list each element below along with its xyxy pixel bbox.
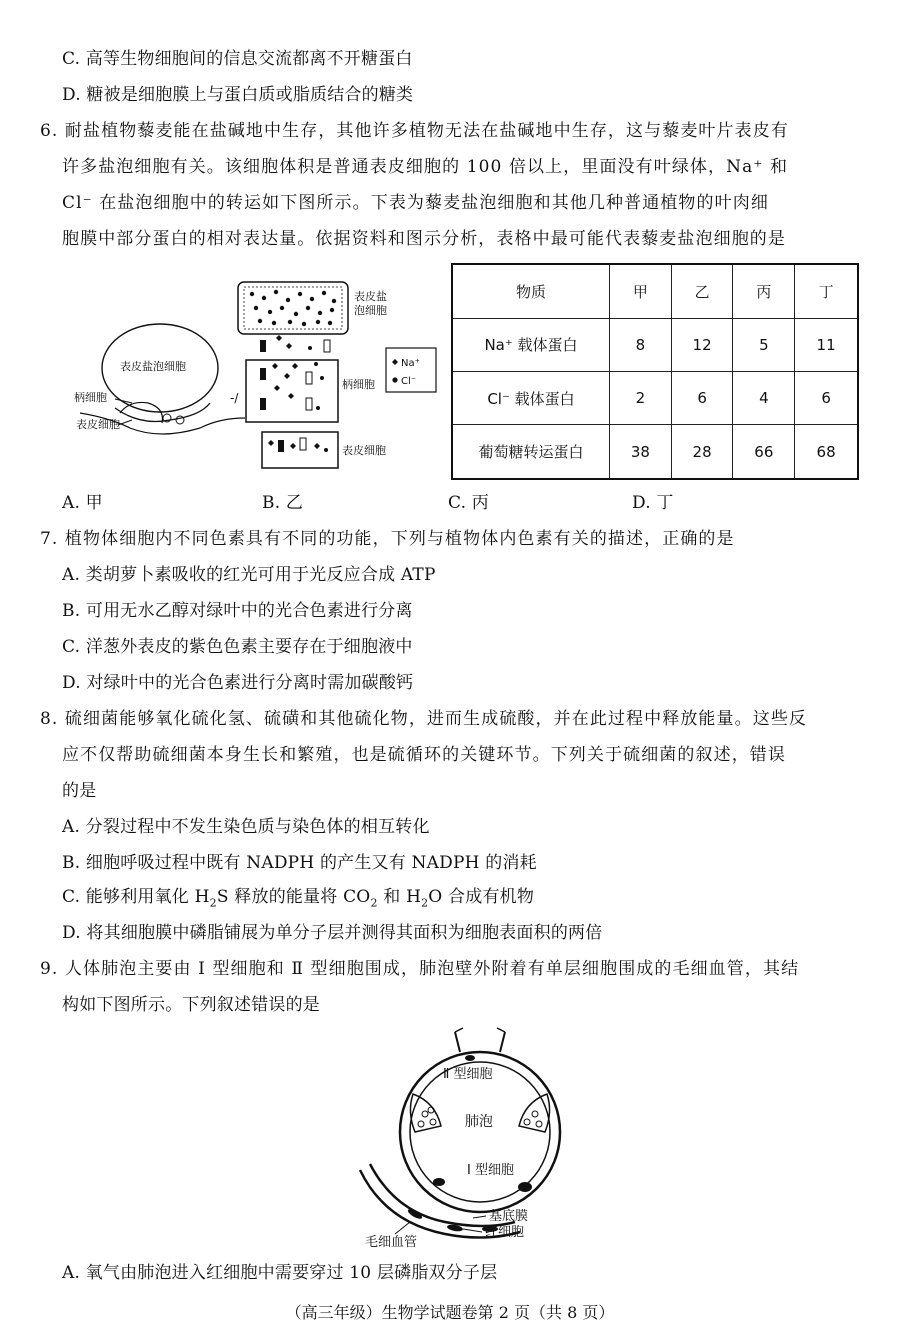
protein-expression-table: [451, 263, 859, 480]
table-row: [452, 425, 858, 479]
q6-option-d: D. 丁: [632, 493, 674, 513]
stalk-cell-box: [246, 360, 338, 422]
q8-option-c-part3: 和 H: [377, 887, 422, 907]
q8-option-b: B. 细胞呼吸过程中既有 NADPH 的产生又有 NADPH 的消耗: [62, 853, 537, 873]
q9-stem-line2: 构如下图所示。下列叙述错误的是: [62, 995, 320, 1015]
table-cell: 11: [795, 318, 858, 371]
q7-option-a: A. 类胡萝卜素吸收的红光可用于光反应合成 ATP: [62, 565, 436, 585]
table-header-cell: 物质: [452, 264, 610, 318]
subscript-2: 2: [209, 896, 217, 910]
label-bladder-right-2: 泡细胞: [354, 304, 387, 317]
table-cell: 6: [795, 371, 858, 424]
table-header-cell: 甲: [610, 264, 672, 318]
label-bladder-right-1: 表皮盐: [354, 290, 387, 303]
table-row: [452, 371, 858, 424]
table-cell: 2: [610, 371, 672, 424]
table-cell: 4: [733, 371, 795, 424]
q8-stem-line3: 的是: [62, 781, 97, 801]
alveolus-figure: [355, 1022, 595, 1252]
label-type2-cell: Ⅱ 型细胞: [443, 1067, 493, 1082]
legend-na: Na⁺: [401, 358, 420, 369]
label-basement-membrane: 基底膜: [489, 1209, 529, 1224]
alveolar-wall-inner: [410, 1062, 550, 1202]
q7-stem: 7. 植物体细胞内不同色素具有不同的功能，下列与植物体内色素有关的描述，正确的是: [40, 529, 735, 549]
table-cell: 66: [733, 425, 795, 479]
q5-option-c: C. 高等生物细胞间的信息交流都离不开糖蛋白: [62, 49, 413, 69]
table-header-cell: 丙: [733, 264, 795, 318]
q6-option-a: A. 甲: [62, 493, 103, 513]
salt-bladder-figure: [70, 268, 440, 498]
table-header-cell: 乙: [671, 264, 733, 318]
q8-stem-line1: 8. 硫细菌能够氧化硫化氢、硫磺和其他硫化物，进而生成硫酸，并在此过程中释放能量。这些反: [40, 709, 808, 729]
table-cell: 28: [671, 425, 733, 479]
q8-option-a: A. 分裂过程中不发生染色质与染色体的相互转化: [62, 817, 430, 837]
q8-option-c: [62, 886, 534, 914]
label-bladder-left: 表皮盐泡细胞: [120, 360, 186, 373]
table-row-label: 葡萄糖转运蛋白: [452, 425, 610, 479]
legend-cl: Cl⁻: [401, 376, 417, 387]
label-stalk-left: 柄细胞: [74, 391, 107, 404]
q6-stem-line1: 6. 耐盐植物藜麦能在盐碱地中生存，其他许多植物无法在盐碱地中生存，这与藜麦叶片表皮有: [40, 121, 789, 141]
q9-option-a: A. 氧气由肺泡进入红细胞中需要穿过 10 层磷脂双分子层: [62, 1263, 498, 1283]
table-cell: 8: [610, 318, 672, 371]
subscript-2: 2: [421, 896, 429, 910]
table-cell: 38: [610, 425, 672, 479]
q7-option-c: C. 洋葱外表皮的紫色色素主要存在于细胞液中: [62, 637, 413, 657]
q6-option-c: C. 丙: [448, 493, 490, 513]
table-row-label: Na⁺ 载体蛋白: [452, 318, 610, 371]
label-stalk-right: 柄细胞: [342, 378, 375, 391]
q8-option-c-part2: S 释放的能量将 CO: [216, 887, 371, 907]
label-capillary: 毛细血管: [365, 1235, 418, 1250]
page-footer: （高三年级）生物学试题卷第 2 页（共 8 页）: [285, 1303, 615, 1322]
table-cell: 6: [671, 371, 733, 424]
q6-stem-line4: 胞膜中部分蛋白的相对表达量。依据资料和图示分析，表格中最可能代表藜麦盐泡细胞的是: [62, 229, 786, 249]
q9-stem-line1: 9. 人体肺泡主要由 Ⅰ 型细胞和 Ⅱ 型细胞围成，肺泡壁外附着有单层细胞围成的毛细血管，其结: [40, 959, 800, 979]
q7-option-b: B. 可用无水乙醇对绿叶中的光合色素进行分离: [62, 601, 413, 621]
table-row-label: Cl⁻ 载体蛋白: [452, 371, 610, 424]
subscript-2: 2: [370, 896, 378, 910]
svg-text:-/: -/: [230, 391, 239, 405]
q8-option-d: D. 将其细胞膜中磷脂铺展为单分子层并测得其面积为细胞表面积的两倍: [62, 923, 603, 943]
label-epidermis-left: 表皮细胞: [76, 418, 120, 431]
q8-option-c-part1: C. 能够利用氧化 H: [62, 887, 210, 907]
table-cell: 5: [733, 318, 795, 371]
q7-option-d: D. 对绿叶中的光合色素进行分离时需加碳酸钙: [62, 673, 414, 693]
table-header-row: [452, 264, 858, 318]
table-cell: 68: [795, 425, 858, 479]
q8-stem-line2: 应不仅帮助硫细菌本身生长和繁殖，也是硫循环的关键环节。下列关于硫细菌的叙述，错误: [62, 745, 786, 765]
q6-stem-line2: 许多盐泡细胞有关。该细胞体积是普通表皮细胞的 100 倍以上，里面没有叶绿体，Na⁺ 和: [62, 157, 789, 177]
table-row: [452, 318, 858, 371]
q8-option-c-part4: O 合成有机物: [428, 887, 535, 907]
table-header-cell: 丁: [795, 264, 858, 318]
table-cell: 12: [671, 318, 733, 371]
label-epidermis-right: 表皮细胞: [342, 444, 386, 457]
label-alveolus: 肺泡: [465, 1114, 493, 1130]
label-red-blood-cell: 红细胞: [485, 1225, 525, 1240]
q6-option-b: B. 乙: [262, 493, 304, 513]
label-type1-cell: Ⅰ 型细胞: [467, 1163, 514, 1178]
q5-option-d: D. 糖被是细胞膜上与蛋白质或脂质结合的糖类: [62, 85, 414, 105]
q6-stem-line3: Cl⁻ 在盐泡细胞中的转运如下图所示。下表为藜麦盐泡细胞和其他几种普通植物的叶肉细: [62, 193, 769, 213]
